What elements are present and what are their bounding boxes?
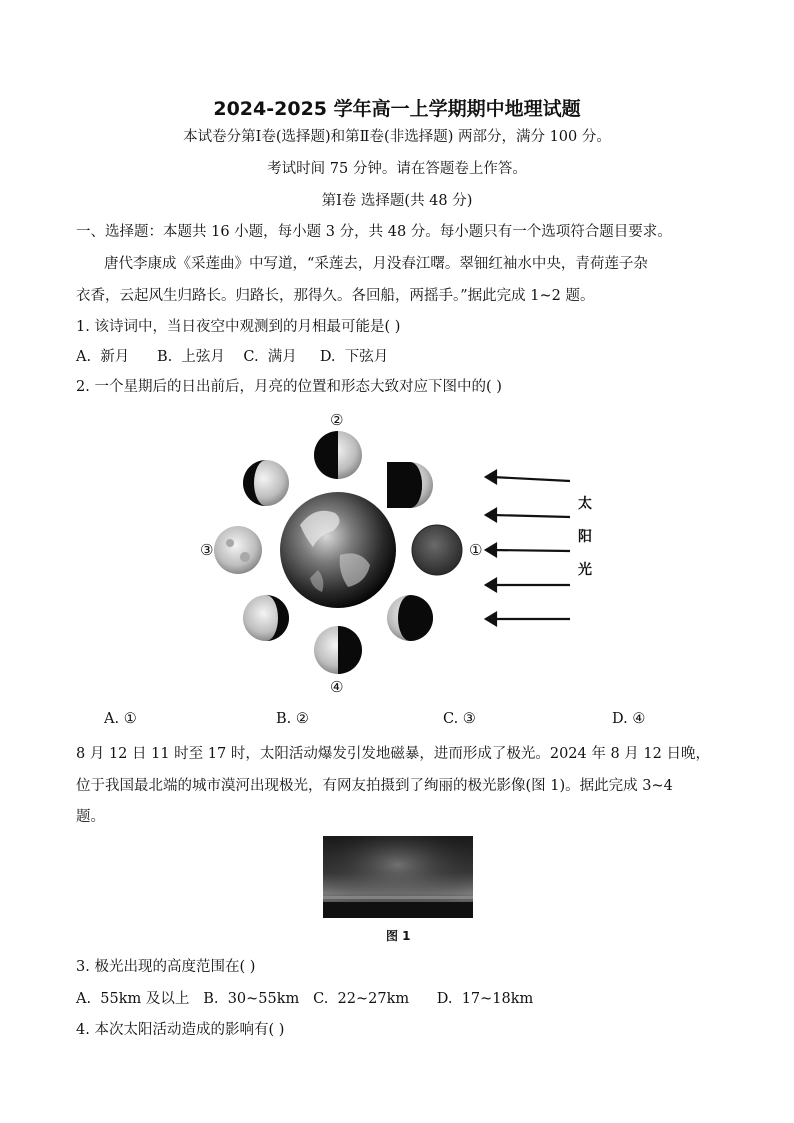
passage2-line2: 位于我国最北端的城市漠河出现极光，有网友拍摄到了绚丽的极光影像(图 1)。据此完成 3~4 xyxy=(76,778,673,794)
moon-position-4 xyxy=(314,626,362,674)
moon-position-3 xyxy=(214,526,262,574)
question-3-options: A. 55km 及以上 B. 30~55km C. 22~27km D. 17~18km xyxy=(76,991,534,1007)
moon-top-right xyxy=(387,462,433,508)
moon-label-3: ③ xyxy=(200,541,214,559)
moon-bottom-right xyxy=(387,595,433,641)
moon-top-left xyxy=(243,460,289,506)
aurora-photo xyxy=(323,836,473,918)
moon-position-1 xyxy=(412,525,462,575)
page-title: 2024-2025 学年高一上学期期中地理试题 xyxy=(213,98,581,120)
passage1-line2: 衣香，云起风生归路长。归路长，那得久。各回船，两摇手。”据此完成 1~2 题。 xyxy=(76,288,595,304)
exam-subtitle-1: 本试卷分第Ⅰ卷(选择题)和第Ⅱ卷(非选择题) 两部分，满分 100 分。 xyxy=(183,129,611,145)
sunlight-char-3: 光 xyxy=(578,562,592,578)
section-heading: 第Ⅰ卷 选择题(共 48 分) xyxy=(321,193,473,209)
question-2-option-b: B. ② xyxy=(276,711,309,727)
earth-globe xyxy=(280,492,396,608)
figure-1-caption: 图 1 xyxy=(386,929,411,943)
question-1-stem: 1. 该诗词中，当日夜空中观测到的月相最可能是( ) xyxy=(76,319,401,335)
moon-phase-diagram xyxy=(190,405,610,700)
sunlight-arrows xyxy=(486,471,570,625)
question-1-options: A. 新月 B. 上弦月 C. 满月 D. 下弦月 xyxy=(76,349,389,365)
question-2-option-d: D. ④ xyxy=(612,711,646,727)
question-2-stem: 2. 一个星期后的日出前后，月亮的位置和形态大致对应下图中的( ) xyxy=(76,379,502,395)
question-4-stem: 4. 本次太阳活动造成的影响有( ) xyxy=(76,1022,285,1038)
exam-subtitle-2: 考试时间 75 分钟。请在答题卷上作答。 xyxy=(267,161,527,177)
passage2-line1: 8 月 12 日 11 时至 17 时，太阳活动爆发引发地磁暴，进而形成了极光。2024 年 8 月 12 日晚， xyxy=(76,746,710,762)
question-2-option-c: C. ③ xyxy=(443,711,476,727)
sunlight-char-1: 太 xyxy=(578,496,592,512)
sunlight-char-2: 阳 xyxy=(578,529,592,545)
instructions: 一、选择题：本题共 16 小题，每小题 3 分，共 48 分。每小题只有一个选项符合题目要求。 xyxy=(76,224,672,240)
moon-bottom-left xyxy=(243,595,289,641)
question-2-option-a: A. ① xyxy=(104,711,137,727)
moon-label-2: ② xyxy=(330,411,344,429)
moon-label-4: ④ xyxy=(330,678,344,696)
passage1-line1: 唐代李康成《采莲曲》中写道，“采莲去，月没春江曙。翠钿红袖水中央，青荷莲子杂 xyxy=(104,256,648,272)
moon-label-1: ① xyxy=(469,541,483,559)
moon-position-2 xyxy=(314,431,362,479)
passage2-line3: 题。 xyxy=(76,809,105,825)
question-3-stem: 3. 极光出现的高度范围在( ) xyxy=(76,959,256,975)
